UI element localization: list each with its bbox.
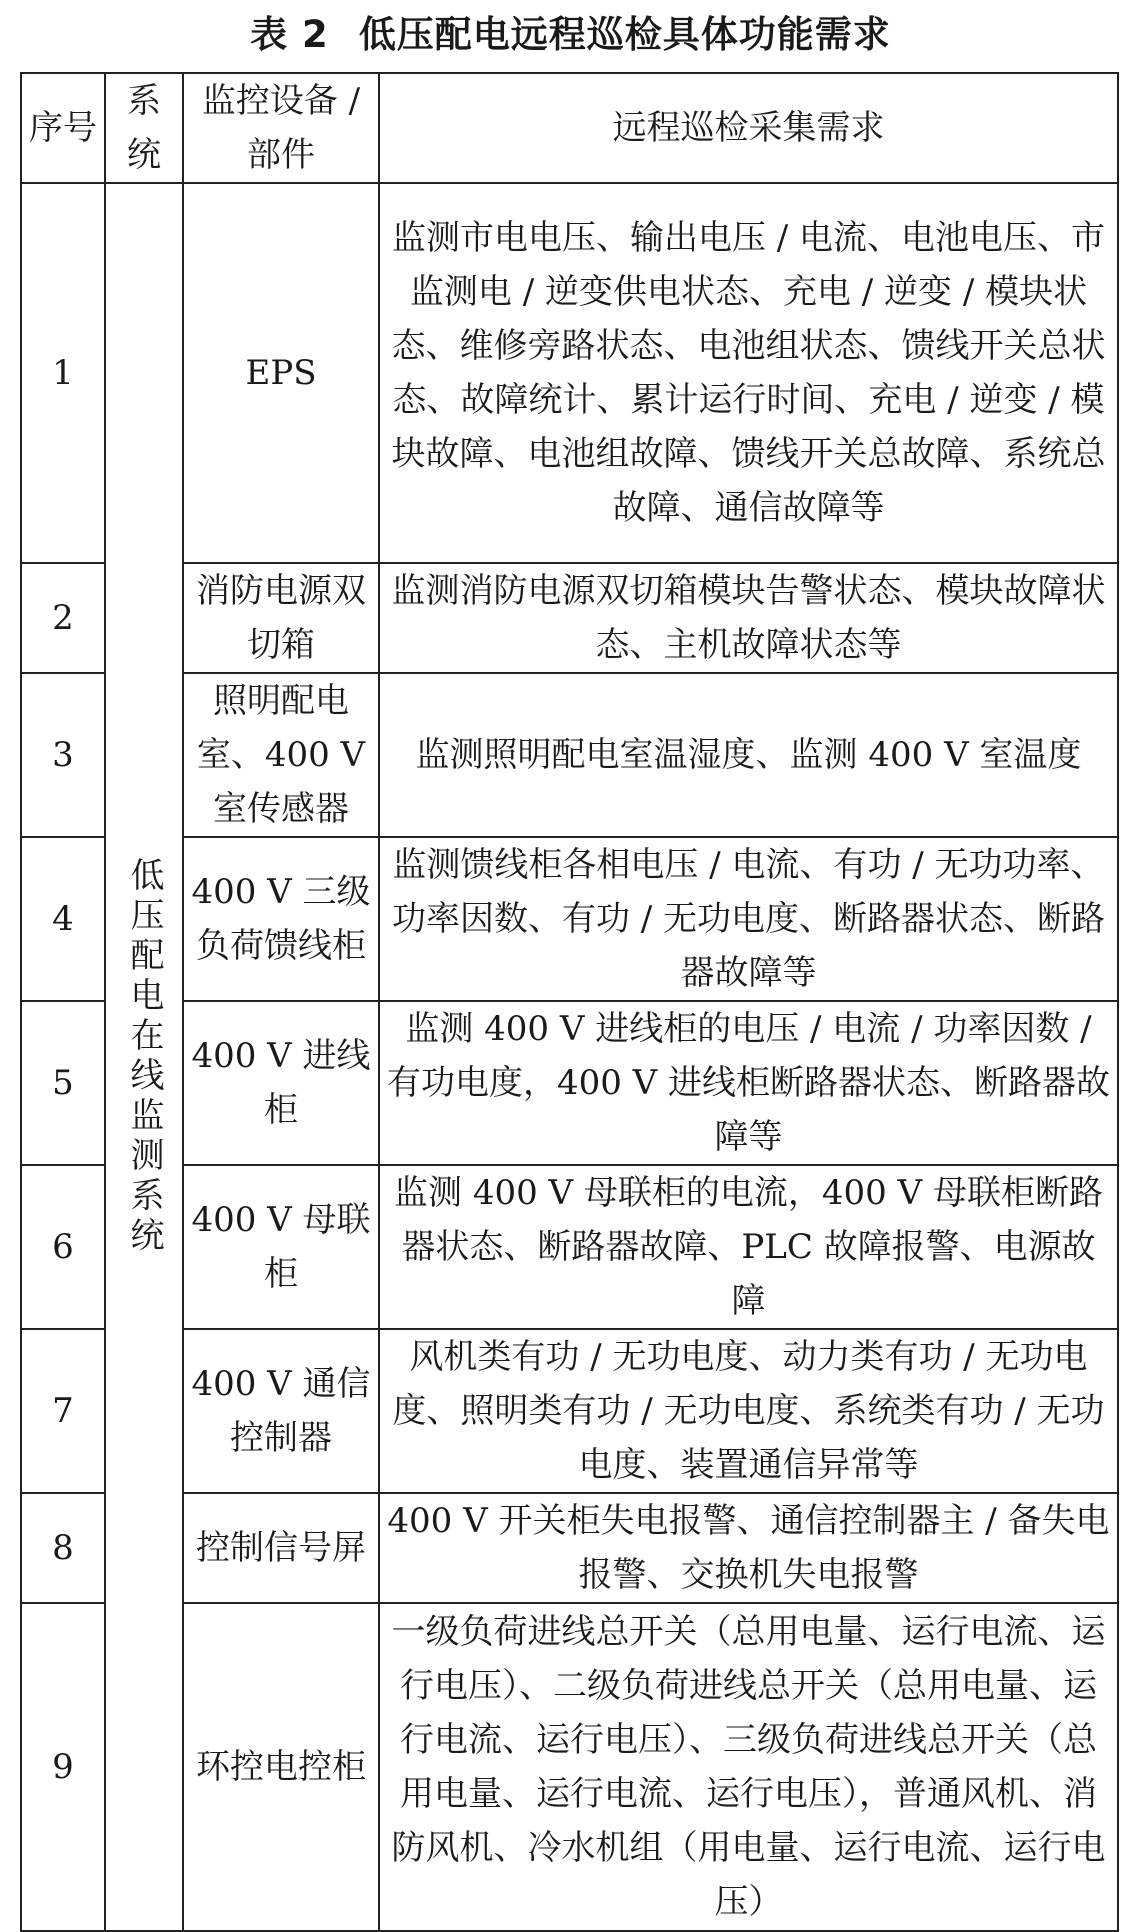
header-seq: 序号 [21,73,105,183]
row-requirement: 监测消防电源双切箱模块告警状态、模块故障状态、主机故障状态等 [379,563,1118,673]
row-device: 400 V 三级负荷馈线柜 [183,837,379,1001]
row-requirement: 风机类有功 / 无功电度、动力类有功 / 无功电度、照明类有功 / 无功电度、系统类有功 / 无功电度、装置通信异常等 [379,1329,1118,1493]
row-device: 环控电控柜 [183,1603,379,1931]
row-seq: 9 [21,1603,105,1931]
row-requirement: 监测 400 V 进线柜的电压 / 电流 / 功率因数 / 有功电度，400 V 进线柜断路器状态、断路器故障等 [379,1001,1118,1165]
table-caption [0,8,1141,62]
table-header-row [21,73,1118,183]
row-seq: 3 [21,673,105,837]
row-device: 400 V 通信控制器 [183,1329,379,1493]
row-requirement: 监测市电电压、输出电压 / 电流、电池电压、市监测电 / 逆变供电状态、充电 / 逆变 / 模块状态、维修旁路状态、电池组状态、馈线开关总状态、故障统计、累计运行时间、充电 / 逆变 / 模块故障、电池组故障、馈线开关总故障、系统总故障、通信故障等 [379,183,1118,563]
header-requirement: 远程巡检采集需求 [379,73,1118,183]
row-device: EPS [183,183,379,563]
row-requirement: 监测照明配电室温湿度、监测 400 V 室温度 [379,673,1118,837]
row-device: 照明配电室、400 V 室传感器 [183,673,379,837]
row-requirement: 监测馈线柜各相电压 / 电流、有功 / 无功功率、功率因数、有功 / 无功电度、断路器状态、断路器故障等 [379,837,1118,1001]
table-row [21,1493,1118,1603]
table-row [21,837,1118,1001]
row-requirement: 监测 400 V 母联柜的电流，400 V 母联柜断路器状态、断路器故障、PLC 故障报警、电源故障 [379,1165,1118,1329]
table-row [21,1329,1118,1493]
table-row [21,1165,1118,1329]
row-requirement: 一级负荷进线总开关（总用电量、运行电流、运行电压）、二级负荷进线总开关（总用电量、运行电流、运行电压）、三级负荷进线总开关（总用电量、运行电流、运行电压），普通风机、消防风机、冷水机组（用电量、运行电流、运行电压） [379,1603,1118,1931]
system-name-cell: 低压配电在线监测系统 [105,183,183,1931]
header-system: 系统 [105,73,183,183]
requirements-table [20,72,1119,1932]
row-seq: 5 [21,1001,105,1165]
table-row [21,563,1118,673]
row-seq: 4 [21,837,105,1001]
table-row [21,673,1118,837]
row-seq: 2 [21,563,105,673]
table-row [21,1603,1118,1931]
table-row [21,183,1118,563]
row-device: 400 V 母联柜 [183,1165,379,1329]
row-seq: 8 [21,1493,105,1603]
table-number: 表 2 [250,13,329,56]
row-device: 消防电源双切箱 [183,563,379,673]
row-device: 控制信号屏 [183,1493,379,1603]
row-seq: 7 [21,1329,105,1493]
header-device: 监控设备 / 部件 [183,73,379,183]
row-requirement: 400 V 开关柜失电报警、通信控制器主 / 备失电报警、交换机失电报警 [379,1493,1118,1603]
table-row [21,1001,1118,1165]
row-seq: 1 [21,183,105,563]
row-device: 400 V 进线柜 [183,1001,379,1165]
table-title: 低压配电远程巡检具体功能需求 [358,13,891,56]
row-seq: 6 [21,1165,105,1329]
